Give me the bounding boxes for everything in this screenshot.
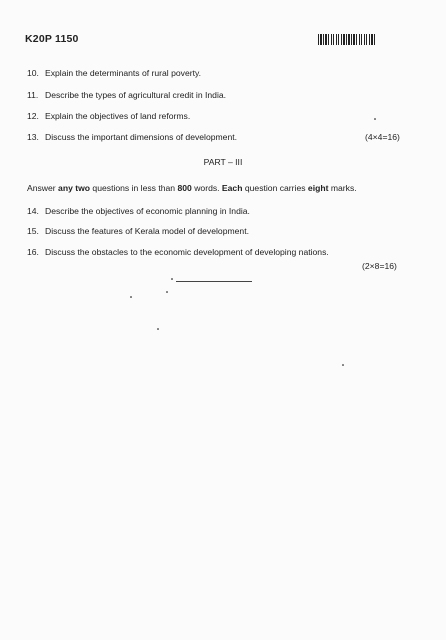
question-text: Discuss the features of Kerala model of development. xyxy=(45,226,249,236)
question-text: Describe the types of agricultural credit in India. xyxy=(45,90,227,100)
instruction-emphasis: 800 xyxy=(177,183,192,193)
barcode-bar xyxy=(374,34,375,45)
question-16 xyxy=(27,247,329,257)
instruction-emphasis: Each xyxy=(221,183,243,193)
question-text: Describe the objectives of economic planning in India. xyxy=(45,206,250,216)
question-12 xyxy=(27,111,190,121)
scan-speck xyxy=(374,118,376,120)
marks-part-2: (4×4=16) xyxy=(365,132,400,142)
instruction-text: marks. xyxy=(328,183,357,193)
question-11 xyxy=(27,90,226,100)
question-text: Discuss the obstacles to the economic development of developing nations. xyxy=(45,247,329,257)
question-text: Explain the determinants of rural poverty. xyxy=(45,68,202,78)
marks-part-3: (2×8=16) xyxy=(362,261,397,271)
instruction-text: Answer xyxy=(27,183,59,193)
question-number: 15. xyxy=(27,226,39,236)
question-number: 12. xyxy=(27,111,39,121)
instruction-text: words. xyxy=(191,183,222,193)
question-number: 16. xyxy=(27,247,39,257)
scan-speck xyxy=(342,364,344,366)
question-14 xyxy=(27,206,250,216)
end-rule xyxy=(176,281,252,282)
question-number: 10. xyxy=(27,68,39,78)
question-number: 14. xyxy=(27,206,39,216)
part-heading: PART – III xyxy=(203,157,243,167)
instruction-emphasis: any two xyxy=(58,183,91,193)
instruction xyxy=(27,183,357,193)
paper-code: K20P 1150 xyxy=(25,33,79,45)
question-13 xyxy=(27,132,237,142)
question-15 xyxy=(27,226,249,236)
scan-speck xyxy=(171,278,173,280)
question-text: Discuss the important dimensions of development. xyxy=(45,132,238,142)
question-number: 11. xyxy=(27,90,39,100)
scan-speck xyxy=(166,291,168,293)
question-text: Explain the objectives of land reforms. xyxy=(45,111,191,121)
instruction-text: question carries xyxy=(242,183,308,193)
scan-speck xyxy=(157,328,159,330)
barcode xyxy=(318,34,404,45)
question-number: 13. xyxy=(27,132,39,142)
scan-speck xyxy=(130,296,132,298)
instruction-emphasis: eight xyxy=(307,183,329,193)
instruction-text: questions in less than xyxy=(90,183,178,193)
question-10 xyxy=(27,68,201,78)
